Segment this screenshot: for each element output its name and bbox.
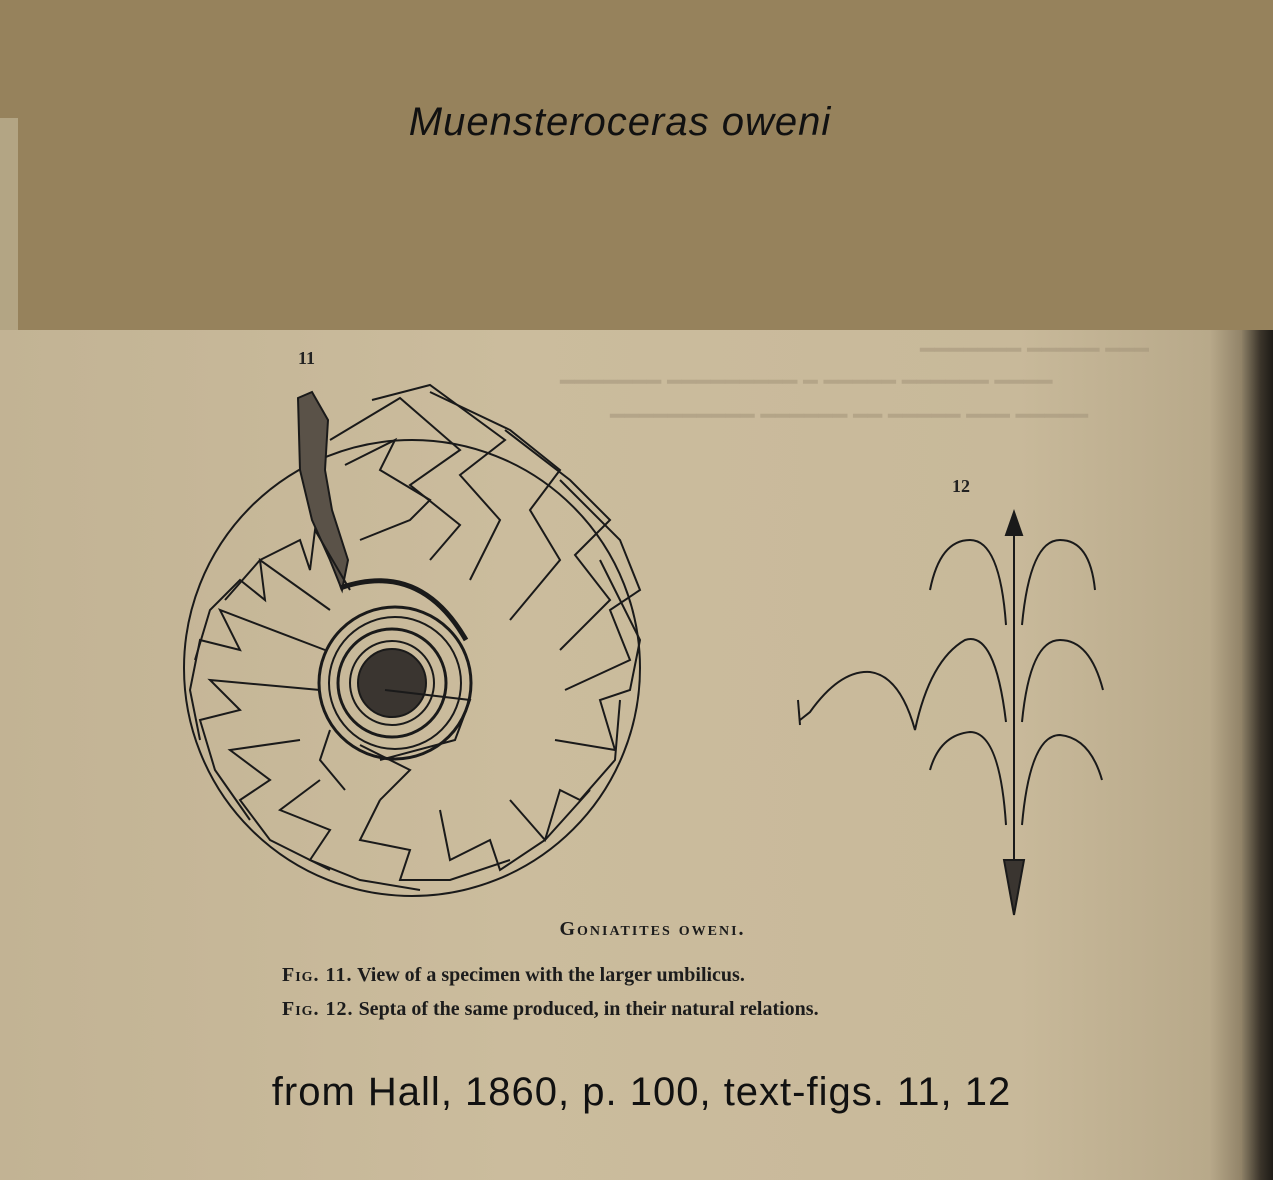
figure-caption bbox=[282, 964, 745, 987]
arrow-fletching-icon bbox=[1004, 860, 1024, 915]
source-credit: from Hall, 1860, p. 100, text-figs. 11, 12 bbox=[271, 1070, 1012, 1114]
caption-figure-tag: Fig. 11. bbox=[282, 964, 353, 986]
suture-lines bbox=[190, 385, 640, 890]
bleed-through-text: ━━━ ━━━━━ ━━━━━━━ bbox=[920, 338, 1149, 364]
bleed-through-text: ━━━━ ━━━━━━ ━━━━━ ━ ━━━━━━━━━ ━━━━━━━ bbox=[560, 370, 1053, 396]
septum-curve bbox=[1022, 735, 1102, 825]
septum-curve bbox=[930, 732, 1006, 825]
septum-curve bbox=[930, 540, 1006, 625]
book-spine-shadow bbox=[1242, 330, 1273, 1180]
umbilicus-core bbox=[358, 649, 426, 717]
plate-title: Goniatites oweni. bbox=[559, 918, 746, 940]
bleed-through-text: ━━━━━ ━━━ ━━━━━ ━━ ━━━━━━ ━━━━━━━━━━ bbox=[610, 404, 1088, 430]
septum-end bbox=[798, 700, 800, 725]
caption-figure-tag: Fig. 12. bbox=[282, 998, 354, 1020]
septa-diagram-figure bbox=[798, 512, 1103, 915]
caption-text: View of a specimen with the larger umbilicus. bbox=[357, 964, 745, 986]
species-title: Muensteroceras oweni bbox=[408, 100, 832, 144]
arrow-head-icon bbox=[1006, 512, 1022, 535]
figure-number-11: 11 bbox=[298, 348, 316, 368]
ammonite-shell-figure bbox=[184, 385, 640, 896]
broken-aperture bbox=[298, 392, 348, 590]
figure-number-12: 12 bbox=[952, 476, 970, 496]
septum-curve bbox=[1022, 540, 1095, 625]
figure-caption bbox=[282, 998, 819, 1021]
septum-curve bbox=[800, 639, 1006, 730]
septum-curve bbox=[1022, 640, 1103, 722]
caption-text: Septa of the same produced, in their natural relations. bbox=[358, 998, 819, 1020]
